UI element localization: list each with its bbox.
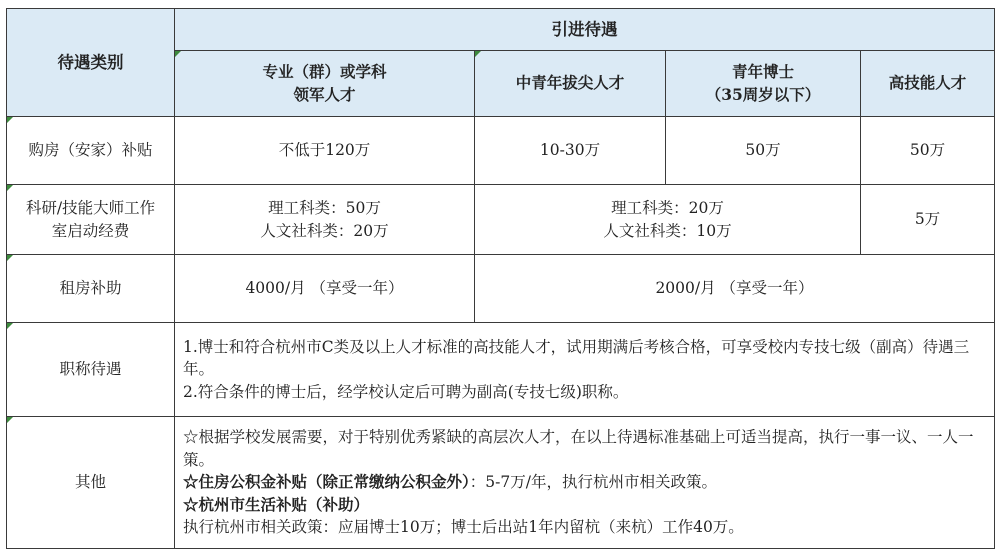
row-other (7, 417, 995, 549)
header-row-top (7, 9, 995, 51)
row-housing-cell (175, 117, 475, 185)
row-other-item-3-title: ☆杭州市生活补贴（补助） (183, 494, 370, 514)
row-housing-value-skilled: 50万 (909, 141, 946, 160)
category-header (7, 9, 175, 117)
row-other-label-text: 其他 (74, 473, 106, 492)
row-rent-cell-others (475, 255, 995, 323)
row-rent-label (7, 255, 175, 323)
row-housing-cell (475, 117, 666, 185)
row-research-cell-leader (175, 185, 475, 255)
row-housing-label (7, 117, 175, 185)
column-header-young-phd-line2: （35周岁以下） (705, 84, 821, 104)
row-research-label-line1: 科研/技能大师工作 (25, 199, 156, 218)
category-header-label: 待遇类别 (57, 52, 124, 72)
row-housing-value-leader: 不低于120万 (278, 141, 371, 160)
column-header-leader-line2: 领军人才 (293, 84, 356, 104)
column-header-young-talent-label: 中青年拔尖人才 (515, 73, 625, 93)
column-header-skilled-label: 高技能人才 (888, 73, 967, 93)
column-header-leader-line1: 专业（群）或学科 (262, 62, 387, 82)
row-other-content (175, 417, 995, 549)
row-other-item-2-text: ：5-7万/年，执行杭州市相关政策。 (469, 473, 717, 492)
row-other-item-2-title: ☆住房公积金补贴（除正常缴纳公积金外） (183, 472, 470, 492)
row-housing-cell (861, 117, 995, 185)
column-header-leader (175, 51, 475, 117)
row-title-label (7, 323, 175, 417)
row-research (7, 185, 995, 255)
column-header-skilled (861, 51, 995, 117)
row-other-item-2 (183, 471, 986, 493)
row-housing-value-young-phd: 50万 (745, 141, 781, 160)
row-research-cell-skilled (861, 185, 995, 255)
row-housing-value-young-talent: 10-30万 (539, 141, 601, 160)
row-rent-others-value: 2000/月 （享受一年） (655, 279, 814, 298)
row-research-leader-line1: 理工科类：50万 (268, 199, 381, 218)
row-rent-leader-value: 4000/月 （享受一年） (245, 279, 404, 298)
row-research-cell-middle (475, 185, 861, 255)
row-other-label (7, 417, 175, 549)
row-other-item-3-text: 执行杭州市相关政策：应届博士10万；博士后出站1年内留杭（来杭）工作40万。 (183, 518, 744, 537)
row-research-label-line2: 室启动经费 (51, 221, 130, 240)
row-rent-cell-leader (175, 255, 475, 323)
row-housing-label-text: 购房（安家）补贴 (28, 141, 153, 160)
introduction-header-label: 引进待遇 (551, 19, 618, 39)
row-title-label-text: 职称待遇 (59, 360, 122, 379)
row-title-content (175, 323, 995, 417)
introduction-header (175, 9, 995, 51)
row-title (7, 323, 995, 417)
row-rent (7, 255, 995, 323)
row-rent-label-text: 租房补助 (59, 279, 122, 298)
benefits-table (6, 8, 995, 549)
row-research-middle-line1: 理工科类：20万 (611, 199, 724, 218)
column-header-young-phd (666, 51, 861, 117)
row-housing-cell (666, 117, 861, 185)
row-research-middle-line2: 人文社科类：10万 (603, 221, 732, 240)
row-research-skilled-value: 5万 (914, 210, 941, 229)
row-title-item-2: 2.符合条件的博士后，经学校认定后可聘为副高(专技七级)职称。 (183, 382, 629, 401)
column-header-young-phd-line1: 青年博士 (731, 62, 794, 82)
row-research-leader-line2: 人文社科类：20万 (260, 221, 389, 240)
column-header-young-talent (475, 51, 666, 117)
row-title-item-1: 1.博士和符合杭州市C类及以上人才标准的高技能人才，试用期满后考核合格，可享受校内专技七级（副高）待遇三年。 (183, 337, 970, 379)
row-research-label (7, 185, 175, 255)
row-housing (7, 117, 995, 185)
row-other-item-1: ☆根据学校发展需要，对于特别优秀紧缺的高层次人才，在以上待遇标准基础上可适当提高，执行一事一议、一人一策。 (183, 428, 974, 469)
